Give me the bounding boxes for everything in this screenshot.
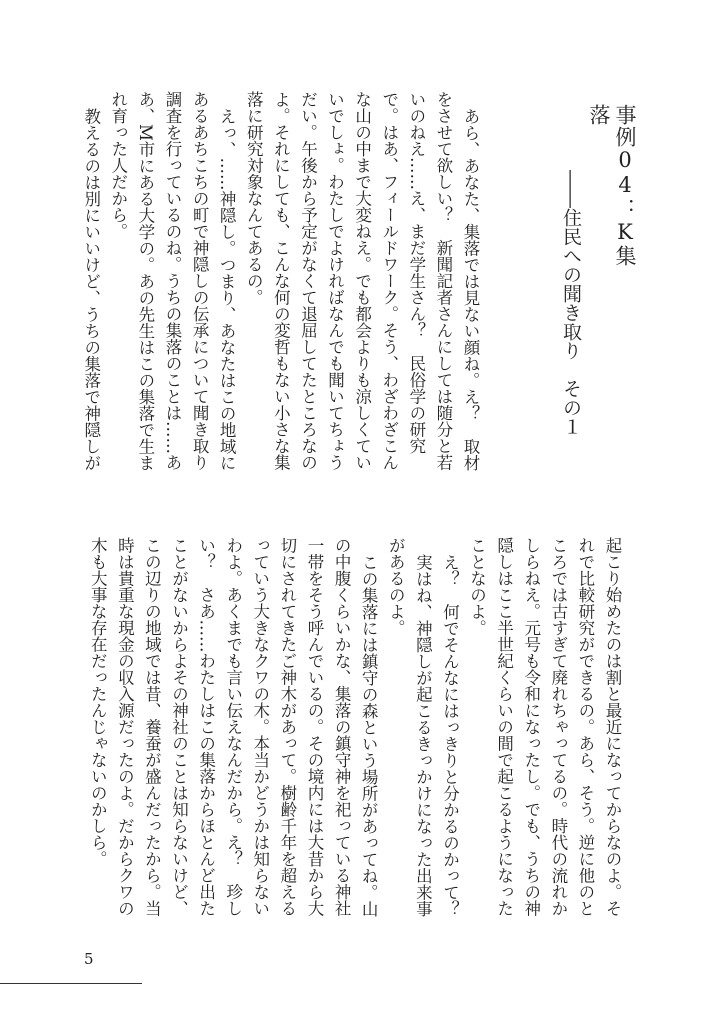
paragraph: 実はね、神隠しが起こるきっかけになった出来事があるのよ。 [386,537,433,917]
body-text-lower [80,537,626,919]
paragraph: この集落には鎮守の森という場所があってね。山の中腹くらいかな、集落の鎮守神を祀っている神社一帯をそう呼んでいるの。その境内には大昔から大切にされてきたご神木があって。樹齢千年を超えるっていう大きなクワの木。本当かどうかは知らないわよ。あくまでも言い伝えなんだから。え？ 珍しい？ さあ……わたしはこの集落からほとんど出たことがないからよその神社のことは知らないけど、この辺りの地域では昔、養蚕が盛んだったから。当時は貴重な現金の収入源だったのよ。だからクワの木も大事な存在だったんじゃないのかしら。 [88,537,379,917]
paragraph-continued: 起こり始めたのは割と最近になってからなのよ。それで比較研究ができるの。あら、そう。逆に他のところでは古すぎて廃れちゃってるの。時代の流れかしらねえ。元号も令和になったし。でも、うちの神隠しはここ半世紀くらいの間で起こるようになったことなのよ。 [467,537,622,917]
paragraph: 教えるのは別にいいけど、うちの集落で神隠しが [81,107,101,471]
body-text-upper [80,91,484,473]
paragraph: え？ 何でそんなにはっきりと分かるのかって？ [440,553,460,917]
chapter-title: 事例04：K集落 [587,104,637,267]
paragraph: あら、あなた、集落では見ない顔ね。え？ 取材をさせて欲しい？ 新聞記者さんにしては随分と若いのねえ……え、まだ学生さん？ 民俗学の研究で。はあ、フィールドワーク。そう、わざわざこんな山の中まで大変ねえ。でも都会よりも涼しくていいでしょ。わたしでよければなんでも聞いてちょうだい。午後から予定がなくて退屈してたところなのよ。それにしても、こんな何の変哲もない小さな集落に研究対象なんてあるの。 [244,91,480,471]
paragraph: えっ、……神隠し。つまり、あなたはこの地域にあるあちこちの町で神隠しの伝承について聞き取り調査を行っているのね。うちの集落のことは……ああ、M市にある大学の。あの先生はこの集落で生まれ育った人だから。 [108,91,237,471]
page-number: 5 [84,950,94,968]
footer-divider [0,983,142,984]
chapter-subtitle: ――住民への聞き取り その１ [560,170,582,436]
